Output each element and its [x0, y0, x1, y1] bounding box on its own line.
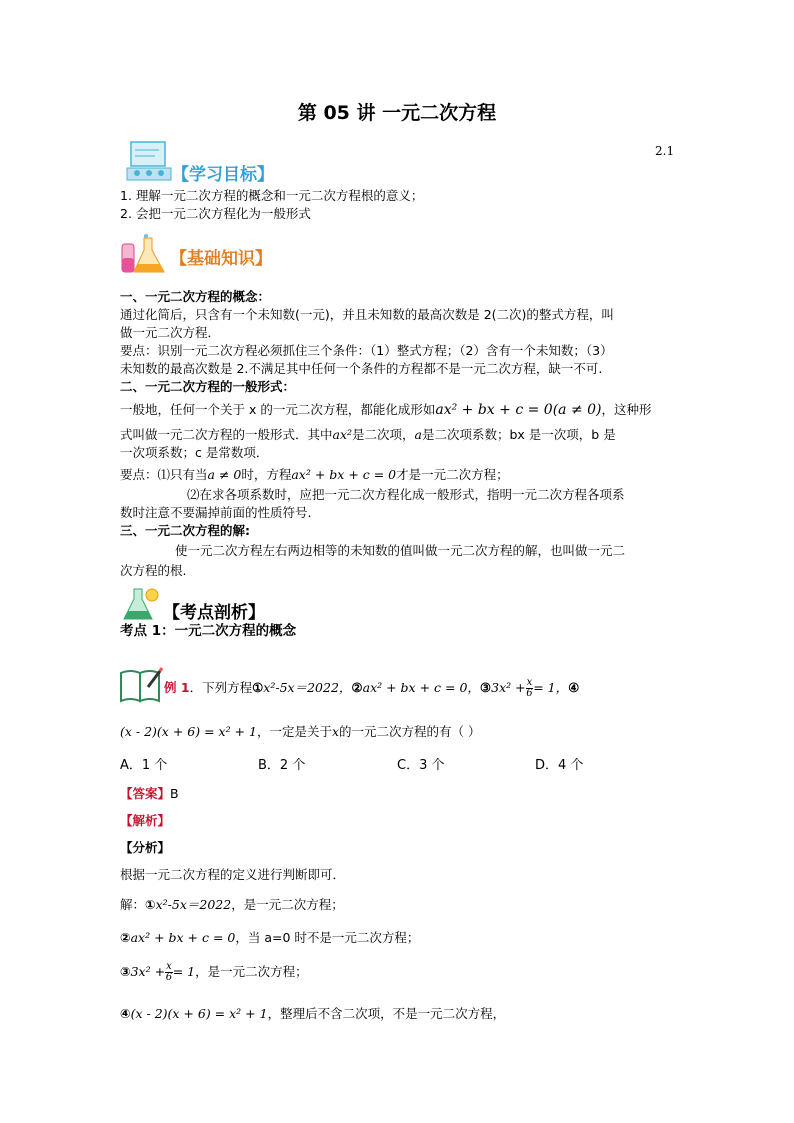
- basics-p3a: 一般地，任何一个关于 x 的一元二次方程，都能化成形如ax² + bx + c = 0(a ≠ 0)，这种形: [120, 402, 652, 418]
- basics-p2b: 未知数的最高次数是 2.不满足其中任何一个条件的方程都不是一元二次方程，缺一不可.: [120, 361, 603, 376]
- solution-2: ②ax² + bx + c = 0，当 a=0 时不是一元二次方程；: [120, 930, 420, 945]
- solution-3: ③3x² + $\frac{x}{6}$ = 1，是一元二次方程；: [120, 961, 308, 983]
- fenxi-text: 根据一元二次方程的定义进行判断即可．: [120, 867, 346, 882]
- chemistry-icon: [120, 585, 164, 625]
- basics-p2a: 要点：识别一元二次方程必须抓住三个条件：（1）整式方程；（2）含有一个未知数；（3）: [120, 343, 613, 358]
- choice-c[interactable]: C．3 个: [397, 758, 445, 773]
- objective-2: 2. 会把一元二次方程化为一般形式: [120, 206, 311, 221]
- example-1-question-line2: (x - 2)(x + 6) = x² + 1，一定是关于x的一元二次方程的有（ ）: [120, 724, 481, 739]
- basics-p5a: ⑵在求各项系数时，应把一元二次方程化成一般形式，指明一元二次方程各项系: [187, 487, 625, 502]
- fenxi-label: 【分析】: [120, 840, 171, 855]
- choice-d[interactable]: D．4 个: [535, 758, 584, 773]
- solution-4: ④(x - 2)(x + 6) = x² + 1，整理后不含二次项，不是一元二次方程，: [120, 1006, 506, 1021]
- basics-p3c: 一次项系数；c 是常数项．: [120, 445, 269, 460]
- basics-h1: 一、一元二次方程的概念：: [120, 289, 271, 304]
- choice-a[interactable]: A．1 个: [120, 758, 168, 773]
- answer-value: B: [170, 786, 179, 801]
- objective-1: 1. 理解一元二次方程的概念和一元二次方程根的意义；: [120, 188, 424, 203]
- general-form-equation: ax² + bx + c = 0(a ≠ 0): [435, 402, 602, 418]
- page-title: 第 05 讲 一元二次方程: [297, 102, 497, 124]
- example-label: 例 1: [164, 680, 190, 695]
- basics-p6a: 使一元二次方程左右两边相等的未知数的值叫做一元二次方程的解，也叫做一元二: [175, 543, 626, 558]
- notebook-pencil-icon: [118, 665, 164, 705]
- basics-p6b: 次方程的根.: [120, 563, 187, 578]
- basics-h3: 三、一元二次方程的解:: [120, 523, 250, 538]
- classroom-icon: [125, 140, 175, 184]
- basics-h2: 二、一元二次方程的一般形式：: [120, 379, 296, 394]
- basics-p3b: 式叫做一元二次方程的一般形式．其中ax²是二次项，a是二次项系数；bx 是一次项，b 是: [120, 427, 616, 442]
- answer-line: 【答案】B: [120, 786, 179, 801]
- page-number: 2.1: [655, 144, 675, 158]
- basics-p4: 要点：⑴只有当a ≠ 0时，方程ax² + bx + c = 0才是一元二次方程；: [120, 467, 509, 482]
- example-1-question-line1: 例 1．下列方程①x²-5x＝2022，②ax² + bx + c = 0，③3x² + $\frac{x}{6}$ = 1，④: [164, 677, 580, 699]
- objectives-heading: 【学习目标】: [172, 165, 274, 185]
- analysis-label: 【解析】: [120, 813, 171, 828]
- choice-b[interactable]: B．2 个: [258, 758, 306, 773]
- basics-p1b: 做一元二次方程．: [120, 325, 221, 340]
- analysis-heading: 【考点剖析】: [163, 603, 265, 623]
- exam-point-title: 考点 1：一元二次方程的概念: [120, 623, 297, 639]
- basics-heading: 【基础知识】: [170, 249, 272, 269]
- solution-1: 解：①x²-5x＝2022，是一元二次方程；: [120, 897, 344, 912]
- lab-flask-icon: [118, 232, 170, 276]
- basics-p5b: 数时注意不要漏掉前面的性质符号.: [120, 505, 312, 520]
- basics-p1a: 通过化简后，只含有一个未知数(一元)，并且未知数的最高次数是 2(二次)的整式方程，叫: [120, 307, 614, 322]
